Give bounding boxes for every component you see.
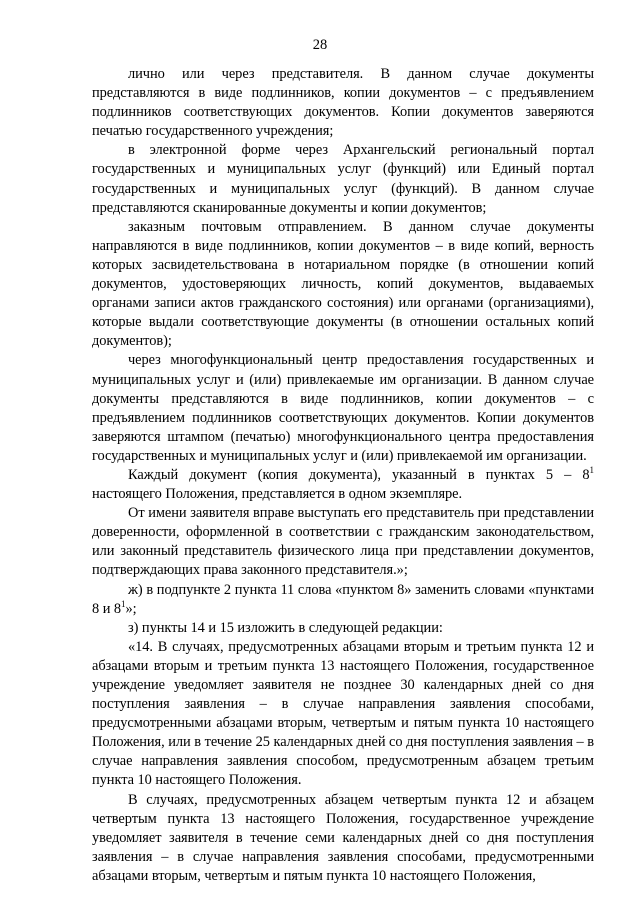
paragraph-amendment-zh-text-a: ж) в подпункте 2 пункта 11 слова «пунктом 8» заменить словами «пунктами 8 и 8 <box>92 581 594 617</box>
superscript-one: 1 <box>121 598 126 609</box>
document-body <box>92 65 594 886</box>
paragraph-single-copy-text-a: Каждый документ (копия документа), указанный в пунктах 5 – 8 <box>128 466 590 483</box>
paragraph-point-14: «14. В случаях, предусмотренных абзацами вторым и третьим пункта 12 и абзацами вторым и третьим пункта 13 настоящего Положения, государственное учреждение уведомляет заявителя не позднее 30 календарных дней со дня поступления заявления – в случае направления заявления способами, предусмотренными абзацами вторым, четвертым и пятым пункта 10 настоящего Положения, или в течение 25 календарных дней со дня поступления заявления – в случае направления заявления способом, предусмотренным абзацем третьим пункта 10 настоящего Положения. <box>92 638 594 789</box>
paragraph-amendment-z: з) пункты 14 и 15 изложить в следующей редакции: <box>128 619 443 636</box>
paragraph-electronic: в электронной форме через Архангельский региональный портал государственных и муниципальных услуг (функций) или Единый портал государственных и муниципальных услуг (функций). В данном случае представляются сканированные документы и копии документов; <box>92 142 594 216</box>
paragraph-mfc: через многофункциональный центр предоставления государственных и муниципальных услуг и (или) привлекаемые им организации. В данном случае документы представляются в виде подлинников, копии документов – с предъявлением подлинников соответствующих документов. Копии документов заверяются штампом (печатью) многофункционального центра предоставления государственных и муниципальных услуг и (или) привлекаемой им организации. <box>92 352 594 464</box>
page-number: 28 <box>312 37 328 53</box>
paragraph-amendment-zh-text-b: »; <box>125 600 137 617</box>
paragraph-representative: От имени заявителя вправе выступать его представитель при представлении доверенности, оформленной в соответствии с гражданским законодательством, или законный представитель физического лица при представлении документов, подтверждающих права законного представителя.»; <box>92 505 594 579</box>
paragraph-amendment-zh <box>92 581 594 619</box>
paragraph-single-copy <box>92 466 594 504</box>
paragraph-in-person: лично или через представителя. В данном случае документы представляются в виде подлинников, копии документов – с предъявлением подлинников соответствующих документов. Копии документов заверяются печатью государственного учреждения; <box>92 66 594 140</box>
paragraph-point-14-cont: В случаях, предусмотренных абзацем четвертым пункта 12 и абзацем четвертым пункта 13 настоящего Положения, государственное учреждение уведомляет заявителя в течение семи календарных дней со дня поступления заявления – в случае направления заявления способами, предусмотренными абзацами вторым, четвертым и пятым пункта 10 настоящего Положения, <box>92 791 594 884</box>
paragraph-registered-mail: заказным почтовым отправлением. В данном случае документы направляются в виде подлинников, копии документов – в виде копий, верность которых засвидетельствована в нотариальном порядке (в отношении копий документов, удостоверяющих личность, копий документов, выдаваемых органами записи актов гражданского состояния) или органами (организациями), которые выдали соответствующие документы (в отношении остальных копий документов); <box>92 218 594 350</box>
superscript-one: 1 <box>589 465 594 476</box>
paragraph-single-copy-text-b: настоящего Положения, представляется в одном экземпляре. <box>92 486 463 503</box>
